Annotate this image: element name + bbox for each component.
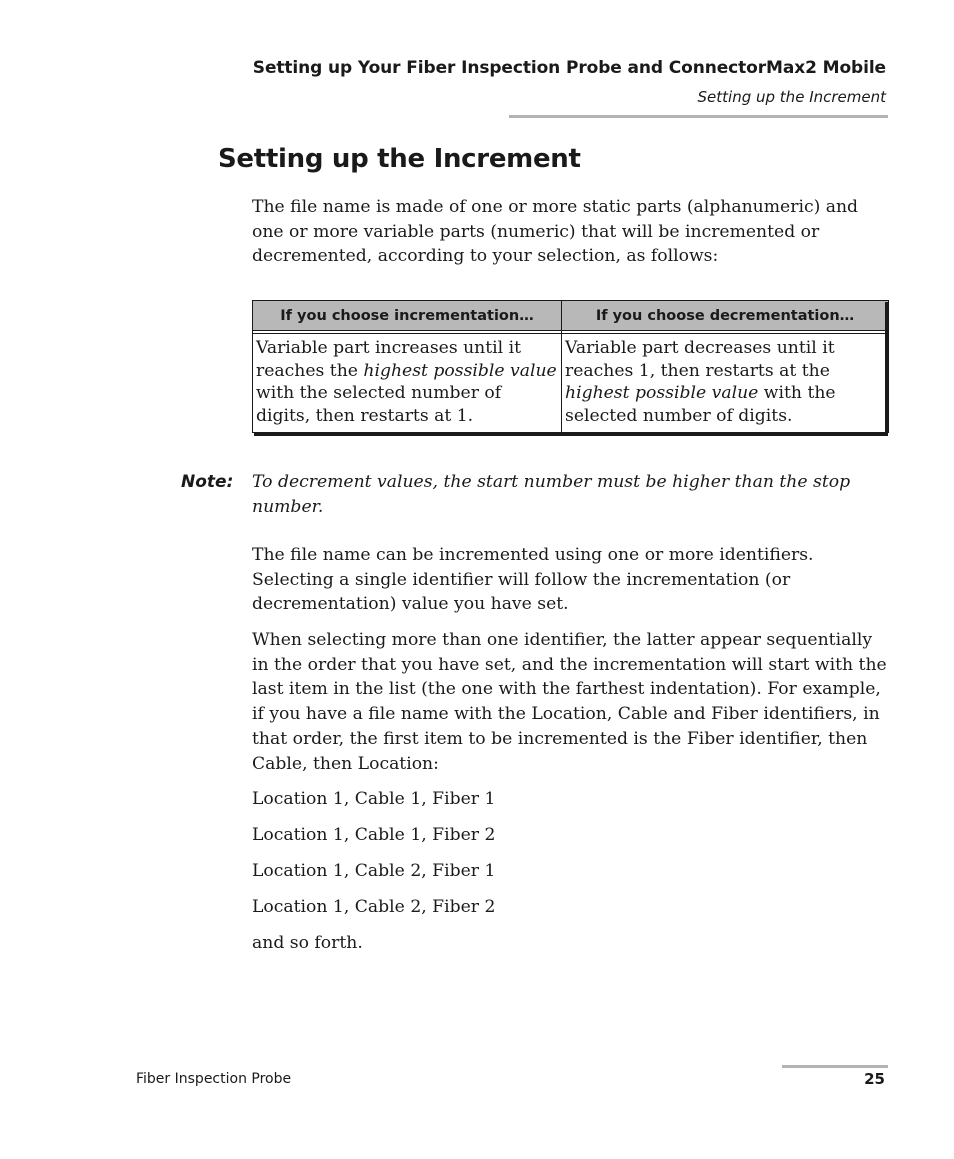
table-shadow-right — [885, 302, 888, 436]
sequence-paragraph: When selecting more than one identifier, the latter appear sequentially in the order that you have set, and the incrementation will start with the last item in the list (the one with the farthest indentation). For example, if you have a file name with the Location, Cable and Fiber identifiers, in that order, the first item to be incremented is the Fiber identifier, then Cable, then Location: — [252, 630, 887, 774]
decrementation-header: If you choose decrementation… — [562, 301, 889, 331]
increment-table — [252, 300, 889, 433]
identifier-paragraph: The file name can be incremented using one or more identifiers. Selecting a single identifier will follow the incrementation (or decrementation) value you have set. — [252, 545, 814, 615]
page-number: 25 — [864, 1070, 885, 1088]
example-line-4: Location 1, Cable 2, Fiber 2 — [252, 897, 496, 917]
decrementation-emphasis: highest possible value — [565, 383, 759, 403]
example-line-3: Location 1, Cable 2, Fiber 1 — [252, 861, 496, 881]
running-header-subtitle: Setting up the Increment — [697, 88, 886, 106]
decrementation-cell — [562, 334, 889, 433]
intro-paragraph: The file name is made of one or more static parts (alphanumeric) and one or more variable parts (numeric) that will be incremented or decremented, according to your selection, as follows: — [252, 197, 859, 267]
note-text: To decrement values, the start number must be higher than the stop number. — [252, 472, 851, 517]
running-header-title: Setting up Your Fiber Inspection Probe and ConnectorMax2 Mobile — [252, 58, 886, 78]
incrementation-emphasis: highest possible value — [363, 360, 557, 381]
incrementation-text-before: Variable part increases until it reaches the — [256, 338, 522, 381]
footer-product-name: Fiber Inspection Probe — [136, 1071, 292, 1087]
note-label: Note: — [181, 472, 234, 492]
incrementation-text-after: with the selected number of digits, then restarts at 1. — [256, 383, 502, 426]
closing-line: and so forth. — [252, 933, 363, 953]
incrementation-header: If you choose incrementation… — [253, 301, 562, 331]
section-heading: Setting up the Increment — [218, 144, 581, 174]
footer-rule — [782, 1065, 888, 1068]
example-line-2: Location 1, Cable 1, Fiber 2 — [252, 825, 496, 845]
decrementation-text-before: Variable part decreases until it reaches 1, then restarts at the — [565, 338, 835, 381]
example-line-1: Location 1, Cable 1, Fiber 1 — [252, 789, 496, 809]
decrementation-text-after: with the selected number of digits. — [565, 383, 836, 426]
header-rule — [509, 115, 888, 118]
table-shadow-bottom — [254, 433, 888, 436]
incrementation-cell — [253, 334, 562, 433]
